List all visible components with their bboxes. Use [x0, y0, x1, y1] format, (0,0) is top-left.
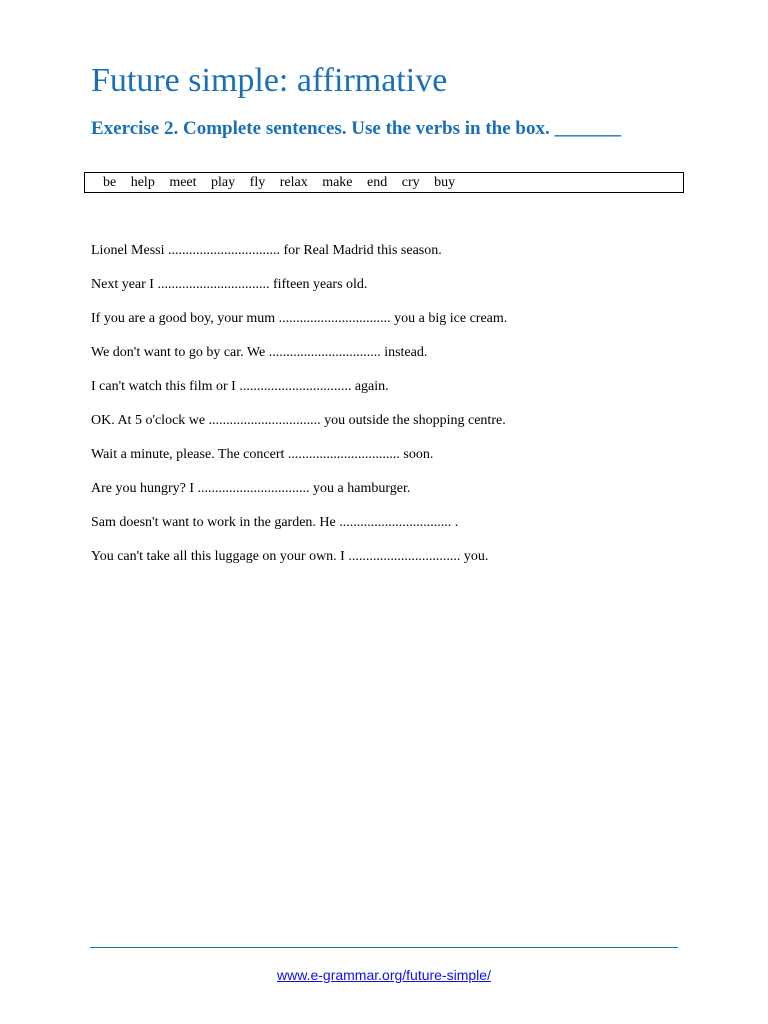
verb-item: play	[211, 175, 236, 190]
verb-item: cry	[401, 175, 420, 190]
exercise-sentence: Lionel Messi ................................ for Real Madrid this season.	[91, 243, 442, 258]
verb-item: help	[130, 175, 155, 190]
exercise-sentence: Wait a minute, please. The concert ................................ soon.	[91, 447, 434, 462]
exercise-sentence: Are you hungry? I ................................ you a hamburger.	[91, 481, 411, 496]
exercise-sentence: Next year I ................................ fifteen years old.	[91, 277, 368, 292]
verb-item: relax	[279, 175, 308, 190]
sentence-list	[91, 241, 507, 581]
exercise-sentence: We don't want to go by car. We ................................ instead.	[91, 345, 428, 360]
verb-item: buy	[434, 175, 456, 190]
exercise-sentence: I can't watch this film or I ................................ again.	[91, 379, 389, 394]
exercise-sentence: Sam doesn't want to work in the garden. He ................................ .	[91, 515, 459, 530]
verb-item: meet	[169, 175, 197, 190]
exercise-sentence: OK. At 5 o'clock we ................................ you outside the shopping centre.	[91, 413, 506, 428]
footer-website-link[interactable]: www.e-grammar.org/future-simple/	[277, 967, 491, 983]
page-title: Future simple: affirmative	[91, 62, 448, 99]
verb-item: make	[322, 175, 353, 190]
exercise-sentence: You can't take all this luggage on your own. I ................................ you.	[91, 549, 489, 564]
verb-box	[84, 172, 684, 193]
verb-item: be	[103, 175, 117, 190]
verb-item: end	[367, 175, 388, 190]
verb-item: fly	[249, 175, 266, 190]
footer-divider	[90, 947, 678, 948]
verb-list	[103, 174, 466, 192]
exercise-sentence: If you are a good boy, your mum ................................ you a big ice cream.	[91, 311, 508, 326]
exercise-instructions: Exercise 2. Complete sentences. Use the verbs in the box. _______	[91, 118, 621, 139]
